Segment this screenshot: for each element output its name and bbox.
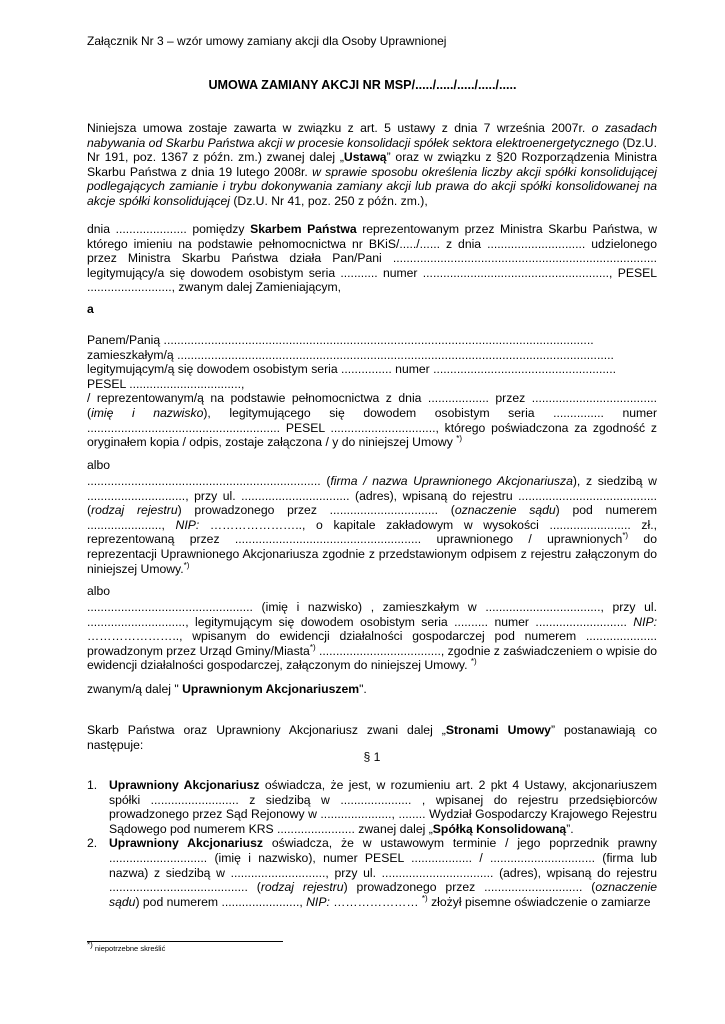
albo-1: albo: [87, 458, 111, 472]
albo-2: albo: [87, 584, 111, 598]
footnote-divider: [87, 941, 283, 942]
list-item: 1. Uprawniony Akcjonariusz oświadcza, że jest, w rozumieniu art. 2 pkt 4 Ustawy, akcjonariuszem spółki .......................... z siedzibą w ..................... , wpisanej do rejestru przedsiębiorców prowadzonego przez Sąd Rejonowy w ....................., ........ Wydział Gospodarczy Krajowego Rejestru Sądowego pod numerem KRS ....................... zwanej dalej „Spółką Konsolidowaną”.: [87, 778, 657, 836]
clause-list: [87, 778, 657, 909]
footnote-marker: *): [622, 531, 629, 541]
footnote-marker: *): [470, 657, 477, 667]
footnote-marker: *): [456, 434, 462, 444]
document-header: Załącznik Nr 3 – wzór umowy zamiany akcji dla Osoby Uprawnionej: [87, 34, 447, 48]
list-item: 2. Uprawniony Akcjonariusz oświadcza, że w ustawowym terminie / jego poprzednik prawny ............................. (imię i nazwisko), numer PESEL .................. / ............................... (firma lub nazwa) z siedzibą w ............................, przy ul. ................................. (adres), wpisaną do rejestru ......................................... (rodzaj rejestru) prowadzonego przez ............................. (oznaczenie sądu) pod numerem ......................., NIP: ………………… *) złożył pisemne oświadczenie o zamiarze: [87, 836, 657, 909]
shareholder-definition: zwanym/ą dalej " Uprawnionym Akcjonariuszem".: [87, 682, 367, 696]
footnote: *) niepotrzebne skreślić: [87, 940, 166, 953]
conjunction-a: a: [87, 302, 94, 316]
parties-statement: Skarb Państwa oraz Uprawniony Akcjonariusz zwani dalej „Stronami Umowy” postanawiają co następuje:: [87, 723, 657, 752]
entrepreneur-paragraph: ................................................. (imię i nazwisko) , zamieszkałym w .................................., przy ul. ............................., legitymującym się dowodem osobistym seria .......... numer ........................... NIP: ………………….., wpisanym do ewidencji działalności gospodarczej pod numerem ..................... prowadzonym przez Urząd Gminy/Miasta*) ...................................., zgodnie z zaświadczeniem o wpisie do ewidencji działalności gospodarczej, załączonym do niniejszej Umowy. *): [87, 600, 658, 673]
footnote-marker: *): [183, 560, 190, 570]
person-paragraph: Panem/Panią ............................................................................................................................... zamieszkałym/ą ................................................................................................................................. legitymującym/ą się dowodem osobistym seria ............... numer ...................................................... PESEL ................................., / reprezentowanym/ą na podstawie pełnomocnictwa z dnia .................. przez ..................................... (imię i nazwisko), legitymującego się dowodem osobistym seria ............... numer ......................................................... PESEL ..............................., którego poświadczona za zgodność z oryginałem kopia / odpis, zostaje załączona / y do niniejszej Umowy *): [87, 333, 658, 450]
list-item-number: 1.: [87, 778, 98, 792]
intro-paragraph: Niniejsza umowa zostaje zawarta w związku z art. 5 ustawy z dnia 7 września 2007r. o zasadach nabywania od Skarbu Państwa akcji w procesie konsolidacji spółek sektora elektroenergetycznego (Dz.U. Nr 191, poz. 1367 z późn. zm.) zwanej dalej „Ustawą” oraz w związku z §20 Rozporządzenia Ministra Skarbu Państwa z dnia 19 lutego 2008r. w sprawie sposobu określenia liczby akcji spółki konsolidującej podlegających zamianie i trybu dokonywania zamiany akcji lub prawa do akcji spółki konsolidowanej na akcje spółki konsolidującej (Dz.U. Nr 41, poz. 250 z późn. zm.),: [87, 121, 658, 208]
parties-paragraph: dnia ..................... pomiędzy Skarbem Państwa reprezentowanym przez Ministra Skarbu Państwa, w którego imieniu na podstawie pełnomocnictwa nr BKiS/...../...... z dnia ............................. udzielonego przez Ministra Skarbu Państwa działa Pan/Pani .............................................................................. legitymujący/a się dowodem osobistym seria ........... numer ......................................................., PESEL ........................., zwanym dalej Zamieniającym,: [87, 222, 658, 295]
section-heading: § 1: [363, 750, 381, 764]
document-title: UMOWA ZAMIANY AKCJI NR MSP/...../...../...../...../.....: [208, 78, 517, 92]
footnote-marker: *): [309, 642, 316, 652]
list-item-number: 2.: [87, 836, 98, 851]
footnote-marker: *): [421, 893, 428, 903]
company-paragraph: ..................................................................... (firma / nazwa Uprawnionego Akcjonariusza), z siedzibą w ............................., przy ul. ................................ (adres), wpisaną do rejestru ......................................... (rodzaj rejestru) prowadzonego przez ................................ (oznaczenie sądu) pod numerem ......................, NIP: ………………….., o kapitale zakładowym w wysokości ........................ zł., reprezentowaną przez ....................................................... uprawnionego / uprawnionych*) do reprezentacji Uprawnionego Akcjonariusza zgodnie z przedstawionym odpisem z rejestru załączonym do niniejszej Umowy.*): [87, 474, 657, 576]
